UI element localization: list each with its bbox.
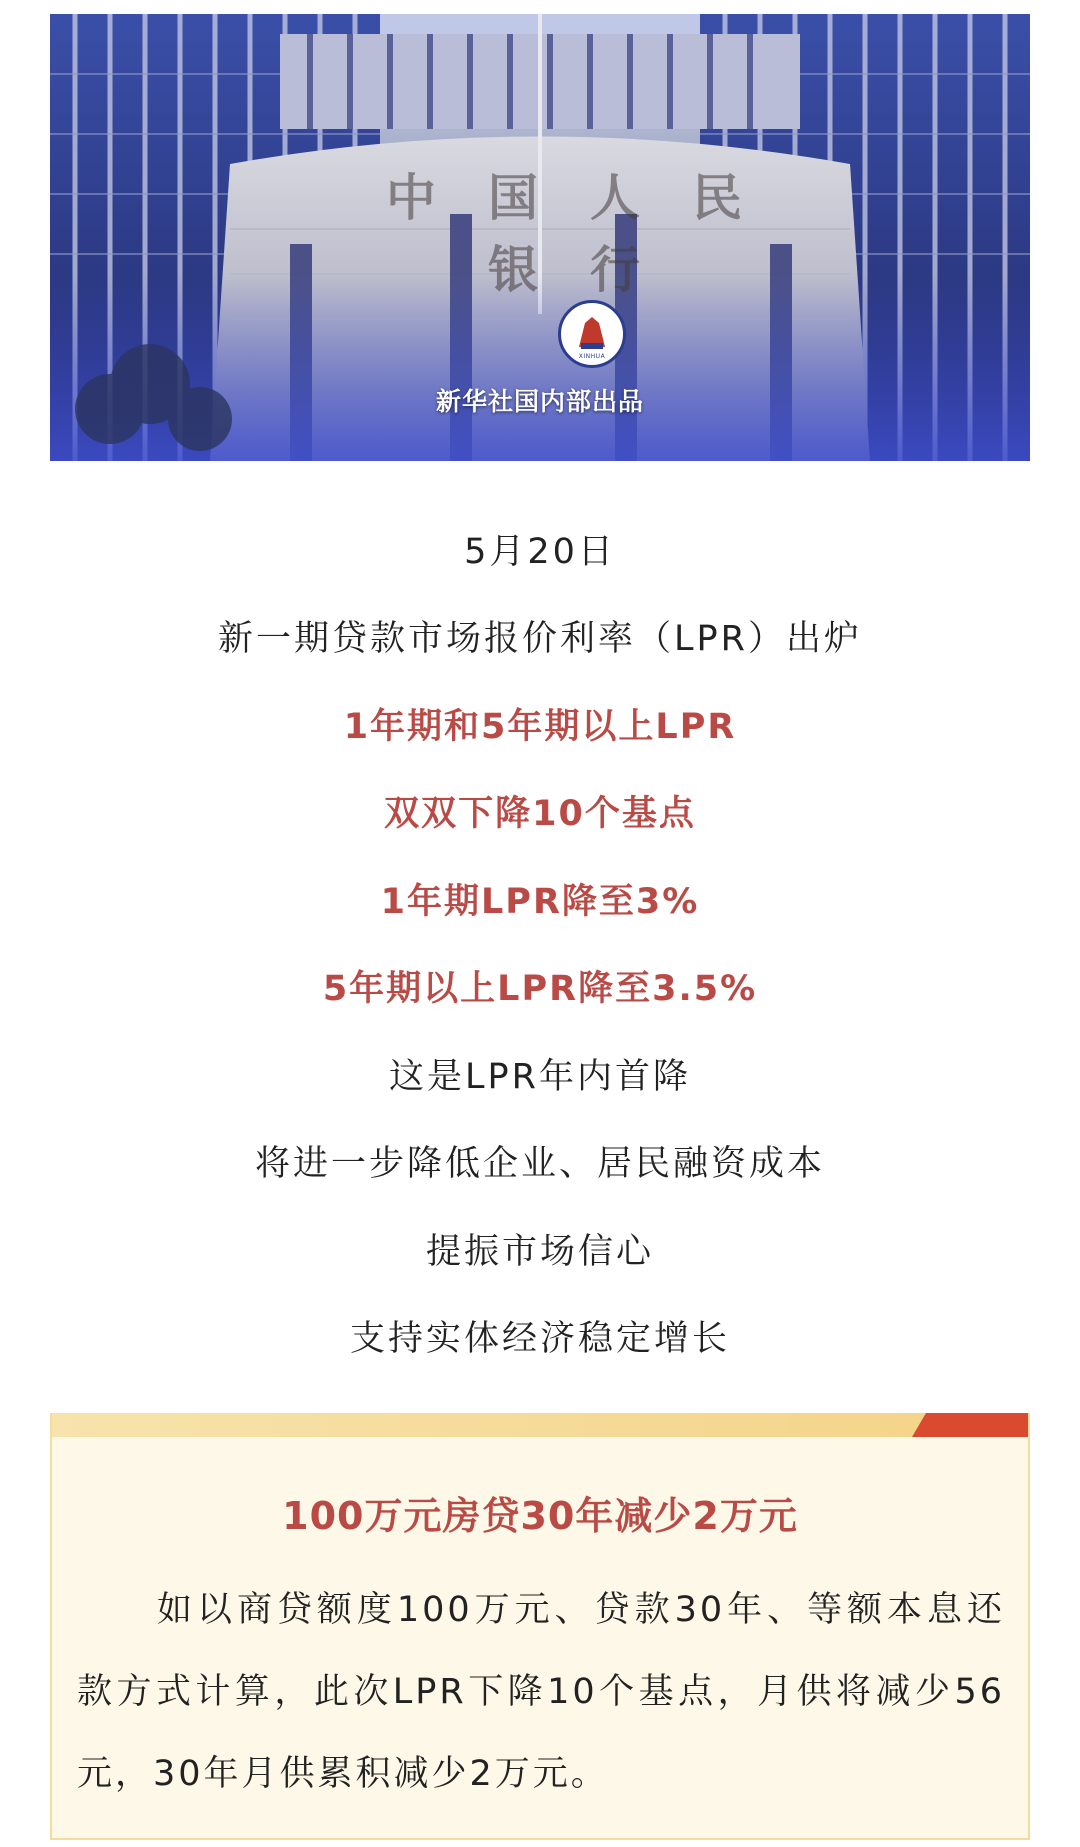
xinhua-logo: [558, 300, 626, 368]
line-lpr-released: 新一期贷款市场报价利率（LPR）出炉: [218, 619, 862, 659]
line-highlight-terms: 1年期和5年期以上LPR: [343, 707, 737, 747]
corner-accent-icon: [912, 1413, 1028, 1437]
xinhua-logo-text: XINHUA: [578, 353, 606, 360]
line-highlight-5y: 5年期以上LPR降至3.5%: [322, 969, 758, 1009]
line-highlight-drop: 双双下降10个基点: [384, 794, 696, 834]
hero-caption: 新华社国内部出品: [435, 387, 644, 416]
line-first-cut: 这是LPR年内首降: [389, 1057, 691, 1097]
info-box-title: 100万元房贷30年减少2万元: [282, 1494, 798, 1538]
info-box-body: 如以商贷额度100万元、贷款30年、等额本息还款方式计算，此次LPR下降10个基点，月供将减少56元，30年月供累积减少2万元。: [77, 1590, 1005, 1794]
info-box: [50, 1413, 1030, 1840]
line-date: 5月20日: [464, 532, 616, 572]
line-highlight-1y: 1年期LPR降至3%: [380, 882, 700, 922]
line-growth: 支持实体经济稳定增长: [349, 1319, 730, 1359]
hero-image: [50, 14, 1030, 461]
line-confidence: 提振市场信心: [425, 1232, 654, 1272]
line-reduce-cost: 将进一步降低企业、居民融资成本: [254, 1144, 825, 1184]
info-box-top-bar: [52, 1413, 1028, 1437]
bank-sign-text: 中国人民银行: [386, 168, 794, 299]
